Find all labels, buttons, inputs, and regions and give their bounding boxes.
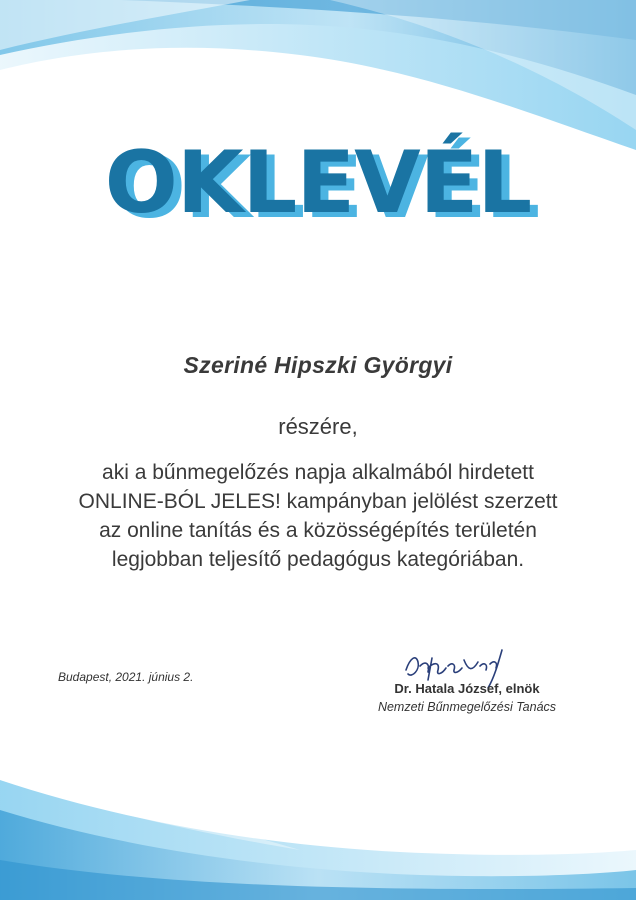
award-line: aki a bűnmegelőzés napja alkalmából hirdetett bbox=[102, 461, 534, 484]
bottom-wave-decoration bbox=[0, 760, 636, 900]
award-description bbox=[40, 458, 596, 574]
award-line: ONLINE-BÓL JELES! kampányban jelölést szerzett bbox=[78, 490, 558, 513]
certificate-title: OKLEVÉL bbox=[104, 133, 532, 233]
place-and-date: Budapest, 2021. június 2. bbox=[58, 670, 194, 684]
award-line: legjobban teljesítő pedagógus kategóriában. bbox=[111, 548, 525, 571]
signer-name: Dr. Hatala József, elnök bbox=[394, 681, 540, 696]
award-line: az online tanítás és a közösségépítés területén bbox=[99, 519, 537, 542]
recipient-name: Szeriné Hipszki Györgyi bbox=[183, 352, 453, 378]
for-text: részére, bbox=[278, 414, 358, 439]
signer-organization: Nemzeti Bűnmegelőzési Tanács bbox=[377, 700, 557, 714]
